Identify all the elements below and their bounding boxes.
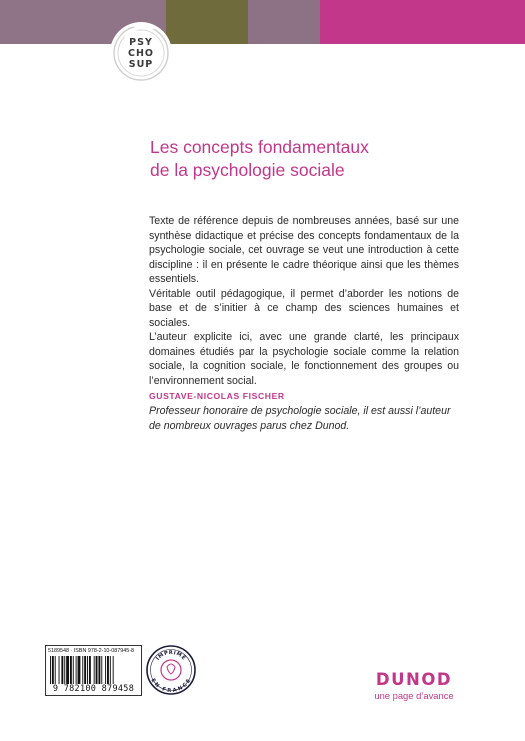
- barcode-bar: [50, 656, 51, 684]
- barcode-bar: [94, 656, 95, 684]
- logo-wordmark: [109, 37, 173, 70]
- blurb-paragraph: L’auteur explicite ici, avec une grande clarté, les principaux domaines étudiés par la psychologie sociale comme la relation sociale, la cognition sociale, le fonctionnement des groupes ou l’environnement social.: [149, 331, 459, 387]
- logo-line: CHO: [128, 48, 154, 59]
- barcode-bar: [107, 656, 109, 684]
- publisher-tagline: une page d’avance: [374, 690, 454, 701]
- barcode-bar: [78, 656, 81, 684]
- barcode-bar: [87, 656, 88, 684]
- barcode-bar: [52, 656, 54, 684]
- title-line-1: Les concepts fondamentaux: [150, 137, 369, 157]
- barcode-bar: [66, 656, 69, 684]
- barcode-bar: [55, 656, 56, 684]
- barcode-bar: [73, 656, 74, 684]
- author-bio: Professeur honoraire de psychologie sociale, il est aussi l’auteur de nombreux ouvrages parus chez Dunod.: [149, 405, 451, 432]
- barcode-bar: [105, 656, 106, 684]
- seal-bottom-text: EN FRANCE: [149, 677, 193, 695]
- barcode-bar: [96, 656, 98, 684]
- header-band-mauve-2: [248, 0, 320, 44]
- barcode-bar: [101, 656, 102, 684]
- logo-line: PSY: [129, 37, 153, 48]
- barcode-bar: [61, 656, 63, 684]
- barcode-bar: [113, 656, 114, 684]
- header-band-magenta: [320, 0, 525, 44]
- publisher-logo: [369, 671, 459, 701]
- seal-top-text: IMPRIMÉ: [155, 649, 187, 662]
- barcode-number: 9 782100 879458: [52, 684, 135, 694]
- title-line-2: de la psychologie sociale: [150, 160, 345, 180]
- book-title: [150, 136, 450, 182]
- barcode-bar: [84, 656, 86, 684]
- printed-in-france-seal-icon: [146, 645, 196, 695]
- barcode-bar: [98, 656, 100, 684]
- barcode-bar: [110, 656, 111, 684]
- logo-line: SUP: [128, 59, 154, 70]
- barcode-bars-icon: [50, 656, 137, 684]
- barcode-bar: [76, 656, 77, 684]
- isbn-barcode: [45, 645, 142, 696]
- psychosup-logo: [109, 21, 173, 85]
- barcode-bar: [82, 656, 83, 684]
- barcode-bar: [70, 656, 72, 684]
- barcode-bar: [64, 656, 65, 684]
- blurb-paragraph: Véritable outil pédagogique, il permet d’aborder les notions de base et de s’initier à ce champ des sciences humaines et sociales.: [149, 287, 459, 329]
- publisher-name: DUNOD: [375, 670, 453, 689]
- barcode-bar: [89, 656, 91, 684]
- isbn-text: 5189548 · ISBN 978-2-10-087945-8: [48, 648, 135, 654]
- barcode-bar: [59, 656, 60, 684]
- blurb-paragraph: Texte de référence depuis de nombreuses années, basé sur une synthèse didactique et précise des concepts fondamentaux de la psychologie sociale, cet ouvrage se veut une introduction à cette discipline : il en présente le cadre théorique ainsi que les thèmes essentiels.: [149, 215, 459, 285]
- blurb: [149, 214, 459, 388]
- header-band-olive: [166, 0, 248, 44]
- author-name: GUSTAVE-NICOLAS FISCHER: [149, 391, 285, 401]
